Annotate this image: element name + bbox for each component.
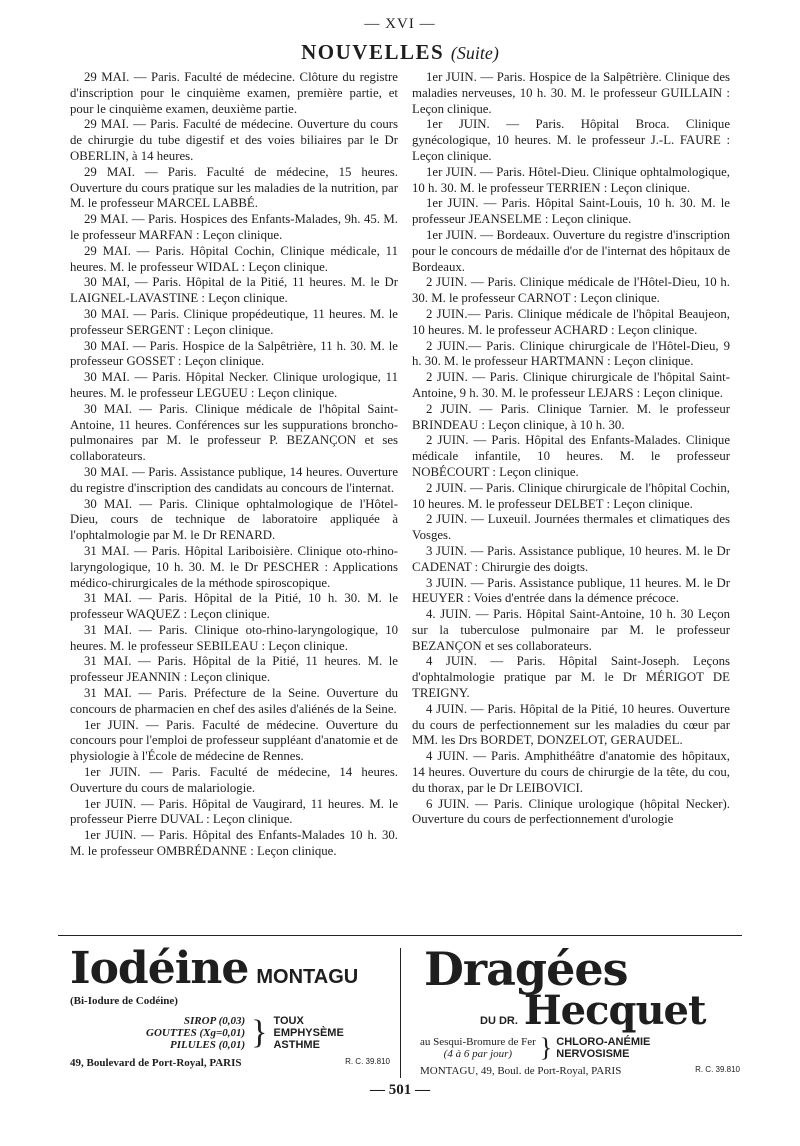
news-entry: 30 MAI. — Paris. Hôpital Necker. Clinique urologique, 11 heures. M. le professeur LEGUEU : Leçon clinique. (70, 370, 398, 400)
news-entry: 4 JUIN. — Paris. Hôpital Saint-Joseph. Leçons d'ophtalmologie pratique par M. le Dr MÉRIGOT DE TREIGNY. (412, 654, 730, 701)
news-entry: 2 JUIN. — Paris. Clinique médicale de l'Hôtel-Dieu, 10 h. 30. M. le professeur CARNOT : Leçon clinique. (412, 275, 730, 306)
brace-icon: } (539, 1033, 553, 1062)
ad-hecquet-dosage: (4 à 6 par jour) (443, 1048, 513, 1060)
news-entry: 4 JUIN. — Paris. Amphithéâtre d'anatomie des hôpitaux, 14 heures. Ouverture du cours de chirurgie de la tête, du cou, du thorax, par le Dr LEIBOVICI. (412, 749, 730, 795)
ad-iodeine-subtitle: (Bi-Iodure de Codéine) (70, 995, 178, 1007)
brace-icon: } (251, 1014, 268, 1051)
news-entry: 31 MAI. — Paris. Hôpital de la Pitié, 11 heures. M. le professeur JEANNIN : Leçon clinique. (70, 654, 398, 685)
news-entry: 3 JUIN. — Paris. Assistance publique, 10 heures. M. le Dr CADENAT : Chirurgie des doigts. (412, 543, 730, 574)
ad-iodeine-address: 49, Boulevard de Port-Royal, PARIS (70, 1057, 242, 1069)
news-entry: 29 MAI. — Paris. Hospices des Enfants-Malades, 9h. 45. M. le professeur MARFAN : Leçon clinique. (70, 212, 398, 242)
ad-hecquet-brand-line2: Hecquet (523, 987, 706, 1034)
news-entry: 29 MAI. — Paris. Hôpital Cochin, Clinique médicale, 11 heures. M. le professeur WIDAL : Leçon clinique. (70, 243, 398, 274)
section-title-suffix: (Suite) (450, 43, 499, 63)
news-entry: 2 JUIN. — Paris. Clinique chirurgicale de l'hôpital Cochin, 10 heures. M. le professeur DELBET : Leçon clinique. (412, 480, 730, 511)
news-entry: 1er JUIN. — Paris. Hospice de la Salpêtrière. Clinique des maladies nerveuses, 10 h. 30. M. le professeur GUILLAIN : Leçon clinique. (412, 70, 730, 116)
ad-hecquet-brand-line1: Dragées (424, 942, 628, 996)
right-column (412, 70, 730, 828)
ad-hecquet-rc: R. C. 39.810 (695, 1065, 740, 1074)
ad-hecquet-prefix: DU DR. (480, 1015, 518, 1027)
news-entry: 30 MAI. — Paris. Clinique médicale de l'hôpital Saint-Antoine, 11 heures. Conférences sur les suppurations broncho-pulmonaires par M. le professeur P. BEZANÇON et ses collaborateurs. (70, 401, 398, 464)
news-entry: 1er JUIN. — Paris. Hôpital de Vaugirard, 11 heures. M. le professeur Pierre DUVAL : Leçon clinique. (70, 796, 398, 827)
news-entry: 30 MAI. — Paris. Clinique propédeutique, 11 heures. M. le professeur SERGENT : Leçon clinique. (70, 306, 398, 337)
news-entry: 30 MAI. — Paris. Assistance publique, 14 heures. Ouverture du registre d'inscription des candidats au concours de l'internat. (70, 464, 398, 495)
news-entry: 2 JUIN. — Paris. Clinique chirurgicale de l'hôpital Saint-Antoine, 9 h. 30. M. le professeur LEJARS : Leçon clinique. (412, 370, 730, 400)
ad-iodeine-brand: Iodéine (70, 943, 249, 994)
news-entry: 30 MAI. — Paris. Hospice de la Salpêtrière, 11 h. 30. M. le professeur GOSSET : Leçon clinique. (70, 338, 398, 369)
news-entry: 1er JUIN. — Paris. Hôpital Saint-Louis, 10 h. 30. M. le professeur JEANSELME : Leçon clinique. (412, 196, 730, 227)
news-entry: 2 JUIN.— Paris. Clinique médicale de l'hôpital Beaujeon, 10 heures. M. le professeur ACHARD : Leçon clinique. (412, 306, 730, 337)
ad-hecquet-indications (556, 1036, 650, 1060)
ad-iodeine-indication: TOUX (273, 1015, 304, 1027)
page-number-footer: — 501 — (370, 1082, 430, 1098)
news-entry: 4 JUIN. — Paris. Hôpital de la Pitié, 10 heures. Ouverture du cours de perfectionnement sur les maladies du cœur par MM. les Drs BORDET, DONZELOT, GERAUDEL. (412, 701, 730, 748)
news-entry: 30 MAI, — Paris. Hôpital de la Pitié, 11 heures. M. le Dr LAIGNEL-LAVASTINE : Leçon clinique. (70, 275, 398, 306)
news-entry: 30 MAI. — Paris. Clinique ophtalmologique de l'Hôtel-Dieu, cours de technique de laboratoire appliquée à l'ophtalmologie par M. le Dr RENARD. (70, 496, 398, 543)
ad-hecquet-composition: au Sesqui-Bromure de Fer (420, 1036, 536, 1048)
news-entry: 1er JUIN. — Paris. Hôpital des Enfants-Malades 10 h. 30. M. le professeur OMBRÉDANNE : Leçon clinique. (70, 828, 398, 859)
news-entry: 2 JUIN.— Paris. Clinique chirurgicale de l'Hôtel-Dieu, 9 h. 30. M. le professeur HARTMANN : Leçon clinique. (412, 338, 730, 369)
news-entry: 4. JUIN. — Paris. Hôpital Saint-Antoine, 10 h. 30 Leçon sur la tuberculose pulmonaire par M. le professeur BEZANÇON et ses collaborateurs. (412, 607, 730, 653)
news-entry: 29 MAI. — Paris. Faculté de médecine. Clôture du registre d'inscription pour le cinquième examen, première partie, et pour le cinquième examen, deuxième partie. (70, 70, 398, 116)
section-title-main: NOUVELLES (301, 40, 445, 64)
ad-iodeine-form: SIROP (0,03) (183, 1015, 246, 1027)
ad-iodeine-brand-suffix: MONTAGU (256, 966, 359, 988)
ad-iodeine-form: GOUTTES (Xg=0,01) (146, 1027, 246, 1039)
section-title (0, 40, 800, 65)
news-entry: 2 JUIN. — Paris. Hôpital des Enfants-Malades. Clinique médicale infantile, 10 heures. M. le professeur NOBÉCOURT : Leçon clinique. (412, 433, 730, 479)
news-entry: 6 JUIN. — Paris. Clinique urologique (hôpital Necker). Ouverture du cours de perfectionnement d'urologie (412, 796, 730, 827)
ad-hecquet-composition-block (420, 1036, 536, 1060)
advertisement-rule (58, 935, 742, 936)
ad-hecquet-address: MONTAGU, 49, Boul. de Port-Royal, PARIS (420, 1065, 622, 1077)
news-entry: 31 MAI. — Paris. Préfecture de la Seine. Ouverture du concours de pharmacien en chef des asiles d'aliénés de la Seine. (70, 686, 398, 716)
news-entry: 1er JUIN. — Paris. Faculté de médecine, 14 heures. Ouverture du cours de malariologie. (70, 765, 398, 795)
ad-iodeine-rc: R. C. 39.810 (345, 1057, 390, 1066)
news-entry: 1er JUIN. — Bordeaux. Ouverture du registre d'inscription pour le concours de médaille d'or de l'internat des hôpitaux de Bordeaux. (412, 227, 730, 274)
news-entry: 31 MAI. — Paris. Hôpital de la Pitié, 10 h. 30. M. le professeur WAQUEZ : Leçon clinique. (70, 591, 398, 622)
ad-iodeine (70, 945, 390, 1080)
news-entry: 29 MAI. — Paris. Faculté de médecine. Ouverture du cours de chirurgie du tube digestif et des voies biliaires par le Dr OBERLIN, à 14 heures. (70, 117, 398, 163)
news-entry: 31 MAI. — Paris. Hôpital Lariboisière. Clinique oto-rhino-laryngologique, 10 h. 30. M. le Dr PESCHER : Applications médico-chirurgicales de la méthode spiroscopique. (70, 543, 398, 590)
news-entry: 29 MAI. — Paris. Faculté de médecine, 15 heures. Ouverture du cours pratique sur les maladies de la nutrition, par M. le professeur MARCEL LABBÉ. (70, 164, 398, 211)
ad-hecquet-indication: NERVOSISME (556, 1048, 630, 1060)
ad-iodeine-indication: EMPHYSÈME (273, 1027, 344, 1039)
news-entry: 1er JUIN. — Paris. Hôtel-Dieu. Clinique ophtalmologique, 10 h. 30. M. le professeur TERRIEN : Leçon clinique. (412, 164, 730, 195)
ad-divider (400, 948, 401, 1078)
left-column (70, 70, 398, 860)
ad-iodeine-form: PILULES (0,01) (169, 1039, 246, 1051)
ad-hecquet-indication: CHLORO-ANÉMIE (556, 1036, 651, 1048)
news-entry: 31 MAI. — Paris. Clinique oto-rhino-laryngologique, 10 heures. M. le professeur SEBILEAU : Leçon clinique. (70, 622, 398, 653)
ad-iodeine-indication: ASTHME (273, 1039, 320, 1051)
news-entry: 1er JUIN. — Paris. Hôpital Broca. Clinique gynécologique, 10 heures. M. le professeur J.-L. FAURE : Leçon clinique. (412, 117, 730, 163)
ad-hecquet (420, 942, 740, 1080)
news-entry: 2 JUIN. — Paris. Clinique Tarnier. M. le professeur BRINDEAU : Leçon clinique, à 10 h. 30. (412, 401, 730, 432)
news-entry: 1er JUIN. — Paris. Faculté de médecine. Ouverture du concours pour l'emploi de professeur suppléant d'anatomie et de physiologie à l'École de médecine de Rennes. (70, 717, 398, 764)
page-number-roman: — XVI — (364, 16, 436, 32)
ad-iodeine-indications (273, 1015, 343, 1051)
news-entry: 3 JUIN. — Paris. Assistance publique, 11 heures. M. le Dr HEUYER : Voies d'entrée dans la démence précoce. (412, 575, 730, 606)
news-entry: 2 JUIN. — Luxeuil. Journées thermales et climatiques des Vosges. (412, 512, 730, 543)
ad-iodeine-forms (146, 1015, 245, 1051)
